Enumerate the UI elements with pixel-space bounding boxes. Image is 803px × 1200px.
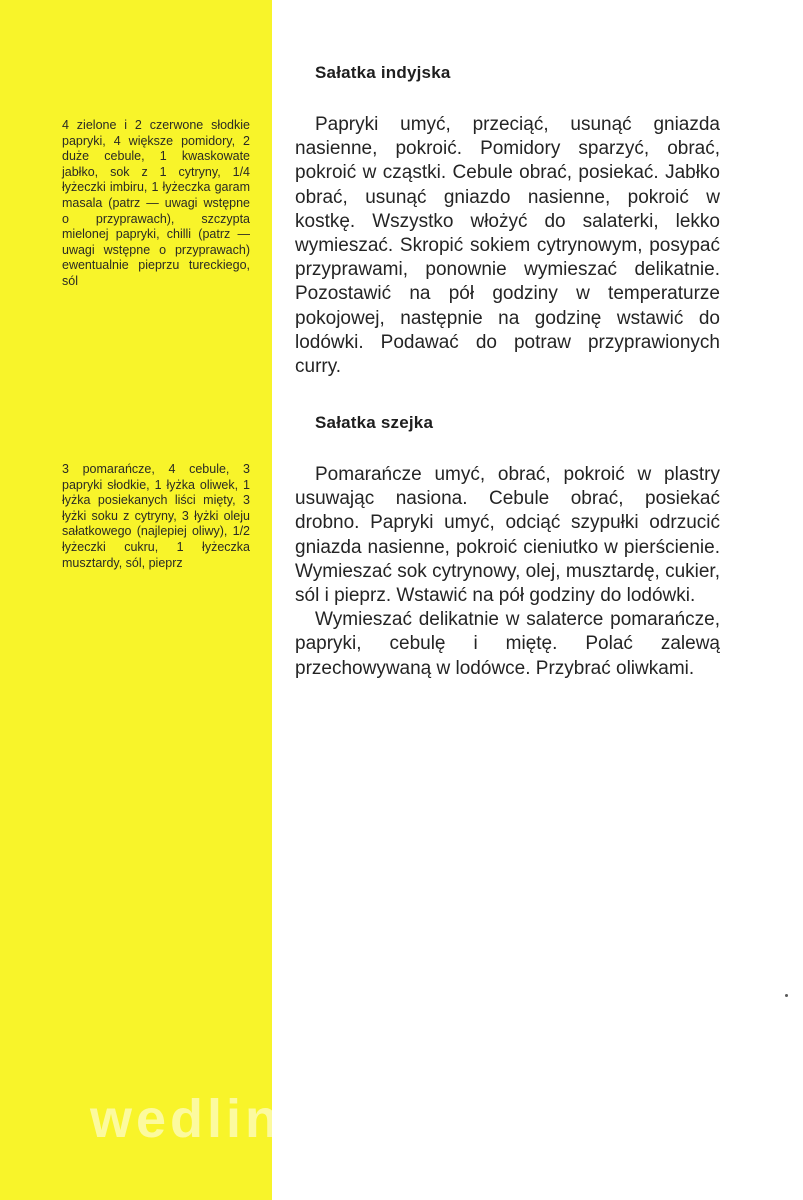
recipe-instructions-salatka-szejka: [295, 463, 720, 681]
print-speck: [785, 994, 788, 997]
instruction-paragraph: Pomarańcze umyć, obrać, pokroić w plastry usuwając nasiona. Cebule obrać, posiekać drobno. Papryki umyć, odciąć szypułki odrzucić gniazda nasienne, pokroić cieniutko w pierścienie. Wymieszać sok cytrynowy, olej, musztardę, cukier, sól i pieprz. Wstawić na pół godziny do lodówki.: [295, 464, 720, 607]
ingredients-salatka-szejka: 3 pomarańcze, 4 cebule, 3 papryki słodkie, 1 łyżka oliwek, 1 łyżka posiekanych liści mięty, 3 łyżki soku z cytryny, 3 łyżki oleju sałatkowego (najlepiej oliwy), 1/2 łyżeczki cukru, 1 łyżeczka musztardy, sól, pieprz: [62, 462, 250, 570]
recipe-title-salatka-indyjska: Sałatka indyjska: [315, 63, 451, 82]
recipe-title-salatka-szejka: Sałatka szejka: [315, 413, 434, 432]
instruction-paragraph: Papryki umyć, przeciąć, usunąć gniazda nasienne, pokroić. Pomidory sparzyć, obrać, pokroić w cząstki. Cebule obrać, posiekać. Jabłko obrać, usunąć gniazdo nasienne, pokroić w kostkę. Wszystko włożyć do salaterki, lekko wymieszać. Skropić sokiem cytrynowym, posypać przyprawami, ponownie wymieszać delikatnie. Pozostawić na pół godziny w temperaturze pokojowej, następnie na godzinę wstawić do lodówki. Podawać do potraw przyprawionych curry.: [295, 114, 720, 378]
recipe-instructions-salatka-indyjska: [295, 113, 720, 379]
watermark: wedlinydomowe.pl: [90, 1089, 635, 1149]
ingredients-salatka-indyjska: 4 zielone i 2 czerwone słodkie papryki, 4 większe pomidory, 2 duże cebule, 1 kwaskowate jabłko, sok z 1 cytryny, 1/4 łyżeczki imbiru, 1 łyżeczka garam masala (patrz — uwagi wstępne o przyprawach), szczypta mielonej papryki, chilli (patrz — uwagi wstępne o przyprawach) ewentualnie pieprzu tureckiego, sól: [62, 118, 250, 288]
instruction-paragraph: Wymieszać delikatnie w salaterce pomarańcze, papryki, cebulę i miętę. Polać zalewą przechowywaną w lodówce. Przybrać oliwkami.: [295, 609, 720, 679]
